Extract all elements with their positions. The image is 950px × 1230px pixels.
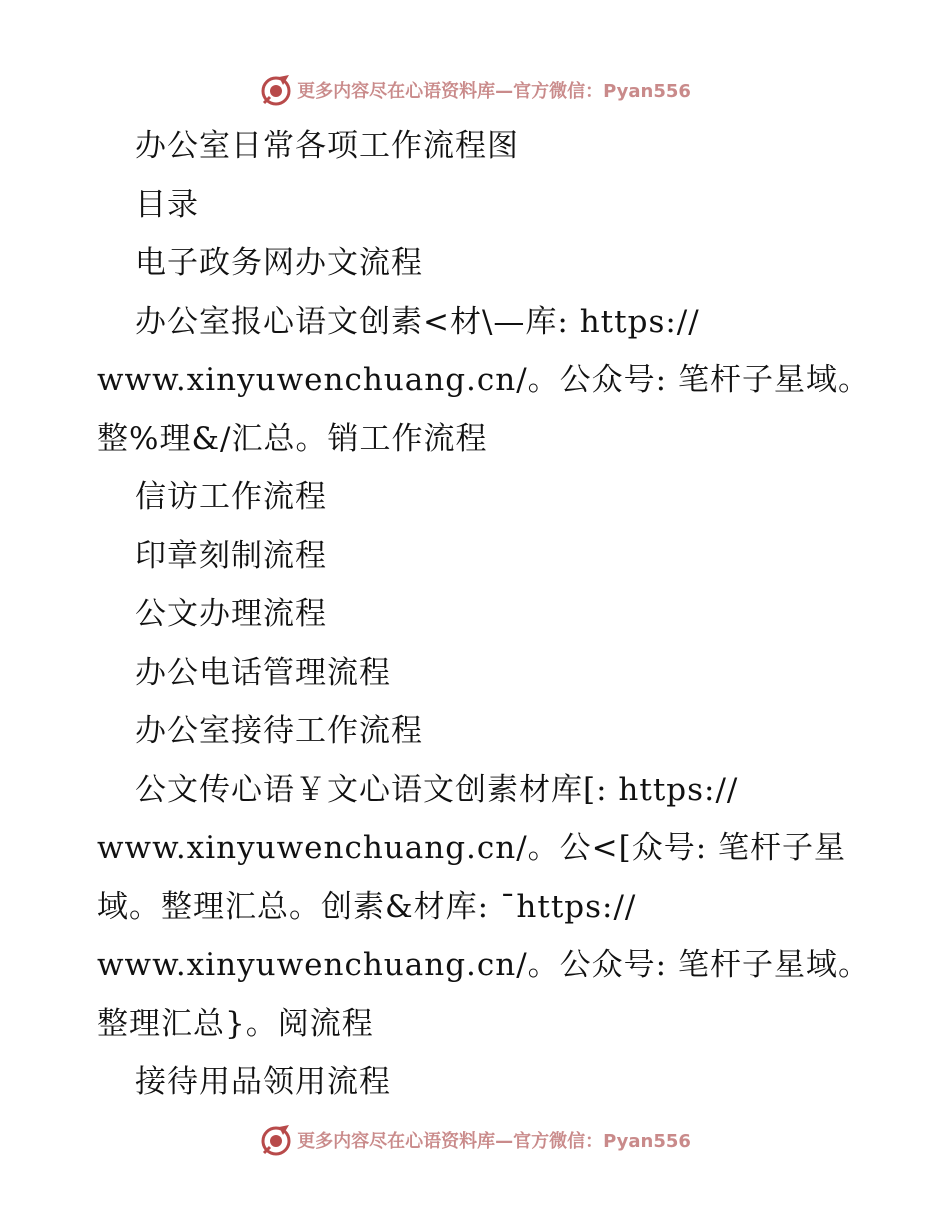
- document-line: 办公室接待工作流程: [135, 713, 423, 749]
- footer-watermark: [0, 1120, 950, 1160]
- document-line: 公文办理流程: [135, 596, 327, 632]
- document-line: 印章刻制流程: [135, 537, 327, 574]
- document-line: 整%理&/汇总。销工作流程: [97, 420, 488, 457]
- document-line: 公文传心语￥文心语文创素材库[: https://: [135, 771, 739, 808]
- document-line: 办公室报心语文创素<材\—库: https://: [135, 303, 700, 340]
- document-line: www.xinyuwenchuang.cn/。公众号: 笔杆子星域。: [97, 362, 870, 398]
- document-line: 办公室日常各项工作流程图: [135, 128, 519, 164]
- header-watermark: [0, 70, 950, 110]
- document-line: 整理汇总}。阅流程: [97, 1005, 374, 1042]
- header-watermark-text: 更多内容尽在心语资料库—官方微信：Pyan556: [297, 81, 691, 102]
- pen-logo-icon: [259, 1123, 293, 1157]
- document-body: [97, 117, 870, 1112]
- document-line: 域。整理汇总。创素&材库: ¯https://: [97, 888, 637, 925]
- document-line: 办公电话管理流程: [135, 654, 391, 691]
- document-line: www.xinyuwenchuang.cn/。公<[众号: 笔杆子星: [97, 830, 847, 866]
- document-line: 目录: [135, 186, 199, 223]
- document-line: 电子政务网办文流程: [135, 245, 423, 281]
- document-line: 接待用品领用流程: [135, 1064, 391, 1100]
- footer-watermark-text: 更多内容尽在心语资料库—官方微信：Pyan556: [297, 1131, 691, 1152]
- pen-logo-icon: [259, 73, 293, 107]
- document-line: 信访工作流程: [135, 479, 327, 515]
- document-line: www.xinyuwenchuang.cn/。公众号: 笔杆子星域。: [97, 947, 870, 983]
